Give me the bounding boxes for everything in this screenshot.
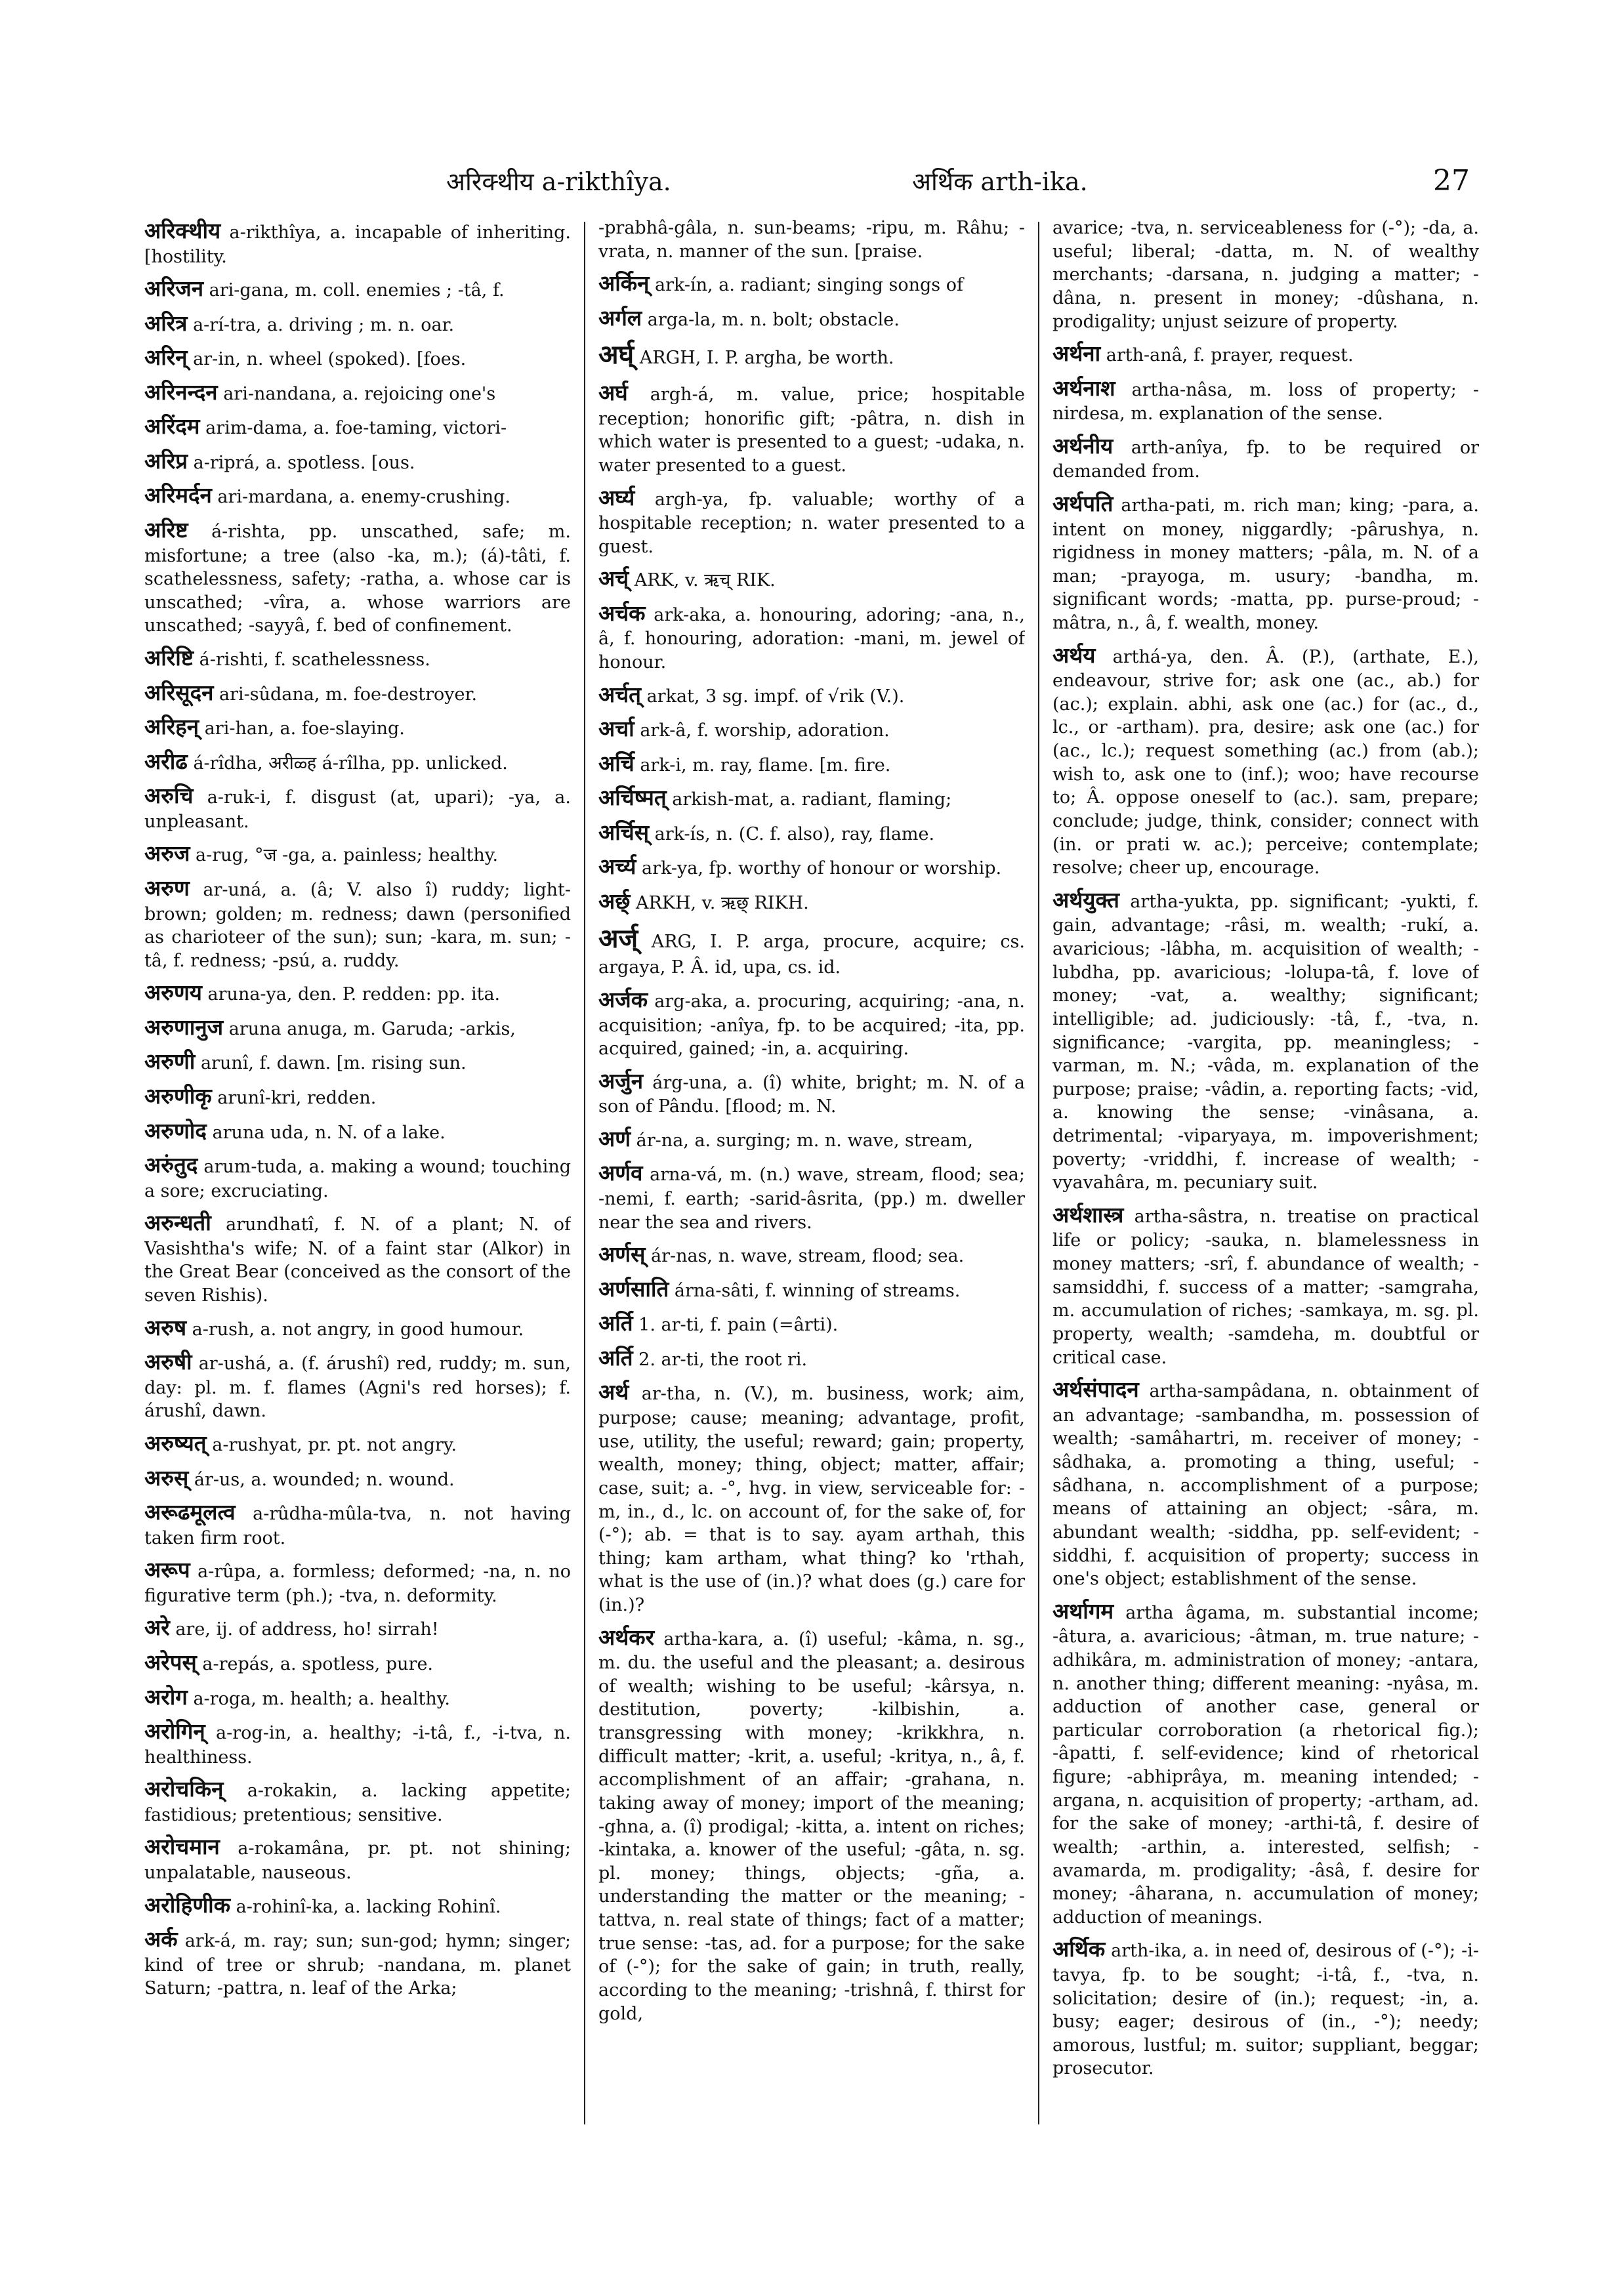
entry-text: artha-pati, m. rich man; king; -para, a. intent on money, niggardly; -pârushya, n. rigidness in money matters; -pâla, m. N. of a man; -prayoga, m. usury; -bandha, m. significant words; -matta, pp. purse-proud; -mâtra, n., â, f. wealth, money. bbox=[1052, 495, 1479, 634]
dictionary-entry bbox=[598, 599, 1025, 674]
dictionary-entry bbox=[598, 1275, 1025, 1304]
dictionary-entry bbox=[1052, 641, 1479, 880]
dictionary-entry bbox=[144, 678, 571, 707]
entry-text: a-rûpa, a. formless; deformed; -na, n. no figurative term (ph.); -tva, n. deformity. bbox=[144, 1561, 571, 1606]
entry-text: artha-yukta, pp. significant; -yukti, f. gain, advantage; -râsi, m. wealth; -rukí, a. avaricious; -lâbha, m. acquisition of wealth; -lubdha, pp. avaricious; -lolupa-tâ, f. love of money; -vat, a. wealthy; significant; intelligible; ad. judiciously: -tâ, f., -tva, n. significance; -vargita, pp. meaningless; -varman, m. N.; -vâda, m. explanation of the purpose; praise; -vâdin, a. reporting facts; -vid, a. knowing the sense; -vinâsana, a. detrimental; -viparyaya, m. impoverishment; poverty; -vriddhi, f. increase of wealth; -vyavahâra, m. pecuniary suit. bbox=[1052, 891, 1479, 1193]
entry-text: á-rishti, f. scathelessness. bbox=[199, 650, 430, 671]
entry-headword: अरिमर्दन bbox=[144, 482, 212, 508]
dictionary-entry bbox=[144, 1683, 571, 1712]
dictionary-entry bbox=[1052, 886, 1479, 1195]
dictionary-entry bbox=[144, 1313, 571, 1342]
entry-headword: अर्थागम bbox=[1052, 1598, 1114, 1624]
dictionary-entry bbox=[144, 1925, 571, 2000]
entry-text: ar-uná, a. (â; V. also î) ruddy; light-brown; golden; m. redness; dawn (personified as charioteer of the sun); sun; -kara, m. sun; -tâ, f. redness; -psú, a. ruddy. bbox=[144, 879, 571, 971]
entry-text: ari-nandana, a. rejoicing one's bbox=[223, 383, 496, 404]
entry-text: ark-ís, n. (C. f. also), ray, flame. bbox=[654, 823, 935, 844]
dictionary-entry bbox=[144, 274, 571, 303]
dictionary-entry bbox=[598, 1623, 1025, 2026]
dictionary-entry bbox=[144, 1348, 571, 1423]
entry-text: a-riprá, a. spotless. [ous. bbox=[193, 452, 415, 473]
entry-headword: अरुणानुज bbox=[144, 1014, 224, 1040]
entry-text: arth-anîya, fp. to be required or demanded from. bbox=[1052, 437, 1479, 482]
entry-headword: अरुज bbox=[144, 840, 190, 867]
dictionary-entry bbox=[598, 922, 1025, 980]
dictionary-entry bbox=[144, 1832, 571, 1884]
dictionary-entry bbox=[1052, 1935, 1479, 2080]
entry-headword: अरुणीकृ bbox=[144, 1083, 212, 1109]
entry-text: a-rushyat, pr. pt. not angry. bbox=[212, 1435, 457, 1456]
dictionary-entry bbox=[598, 1159, 1025, 1234]
dictionary-entry bbox=[598, 852, 1025, 881]
entry-headword: अरुचि bbox=[144, 783, 194, 809]
entry-headword: अरिष्ट bbox=[144, 517, 188, 543]
entry-headword: अर्थ bbox=[598, 1379, 629, 1405]
entry-text: a-rûdha-mûla-tva, n. not having taken firm root. bbox=[144, 1504, 571, 1548]
entry-headword: अर्थशास्त्र bbox=[1052, 1201, 1124, 1228]
dictionary-entry bbox=[144, 978, 571, 1007]
entry-headword: अरे bbox=[144, 1615, 170, 1641]
dictionary-entry bbox=[598, 1067, 1025, 1119]
entry-text: a-rush, a. not angry, in good humour. bbox=[192, 1319, 524, 1340]
running-header bbox=[144, 164, 1470, 203]
dictionary-entry bbox=[598, 818, 1025, 847]
entry-headword: अर्च्य bbox=[598, 854, 636, 880]
dictionary-entry bbox=[598, 564, 1025, 593]
dictionary-entry bbox=[598, 1344, 1025, 1373]
entry-text: aruna uda, n. N. of a lake. bbox=[212, 1122, 446, 1143]
entry-text: ark-â, f. worship, adoration. bbox=[640, 720, 890, 741]
entry-headword: अरेपस् bbox=[144, 1649, 197, 1676]
dictionary-entry bbox=[144, 1047, 571, 1076]
entry-text: ar-ushá, a. (f. árushî) red, ruddy; m. sun, day: pl. m. f. flames (Agni's red horses); f. árushî, dawn. bbox=[144, 1354, 571, 1422]
entry-text: ark-aka, a. honouring, adoring; -ana, n., â, f. honouring, adoration: -mani, m. jewel of honour. bbox=[598, 604, 1025, 673]
entry-text: arna-vá, m. (n.) wave, stream, flood; sea; -nemi, f. earth; -sarid-âsrita, (pp.) m. dweller near the sea and rivers. bbox=[598, 1165, 1025, 1233]
entry-text: a-roga, m. health; a. healthy. bbox=[193, 1688, 451, 1709]
dictionary-entry bbox=[598, 1125, 1025, 1153]
column-3 bbox=[1052, 217, 1479, 2250]
entry-text: ARKH, v. ऋछ् RIKH. bbox=[635, 892, 809, 913]
dictionary-entry bbox=[144, 1648, 571, 1677]
dictionary-entry bbox=[598, 338, 1025, 373]
entry-headword: अर्चिस् bbox=[598, 819, 650, 845]
entry-headword: अर्चक bbox=[598, 600, 646, 626]
entry-text: aruna anuga, m. Garuda; -arkis, bbox=[228, 1018, 516, 1039]
entry-headword: अरिन् bbox=[144, 344, 188, 371]
entry-text: argh-ya, fp. valuable; worthy of a hospitable reception; n. water presented to a guest. bbox=[598, 489, 1025, 557]
dictionary-entry bbox=[1052, 1201, 1479, 1369]
page-number: 27 bbox=[1433, 164, 1470, 197]
dictionary-entry bbox=[144, 874, 571, 972]
entry-text: artha-nâsa, m. loss of property; -nirdesa, m. explanation of the sense. bbox=[1052, 379, 1479, 424]
entry-headword: अर्णसाति bbox=[598, 1275, 669, 1302]
entry-headword: अर्घ् bbox=[598, 339, 635, 371]
entry-headword: अरोहिणीक bbox=[144, 1892, 231, 1918]
entry-text: a-rug, °ज -ga, a. painless; healthy. bbox=[196, 845, 499, 866]
dictionary-entry bbox=[1052, 1597, 1479, 1930]
column-1 bbox=[144, 217, 571, 2250]
entry-text: arunî, f. dawn. [m. rising sun. bbox=[200, 1053, 467, 1074]
entry-headword: अरुंतुद bbox=[144, 1152, 198, 1178]
entry-text: arunî-kri, redden. bbox=[217, 1088, 377, 1109]
entry-text: -prabhâ-gâla, n. sun-beams; -ripu, m. Râhu; -vrata, n. manner of the sun. [praise. bbox=[598, 218, 1025, 262]
entry-headword: अरोग bbox=[144, 1684, 188, 1710]
dictionary-entry bbox=[144, 1151, 571, 1203]
entry-headword: अरुषी bbox=[144, 1349, 192, 1375]
dictionary-entry bbox=[144, 1498, 571, 1550]
entry-headword: अरिनन्दन bbox=[144, 379, 218, 405]
entry-text: arim-dama, a. foe-taming, victori- bbox=[205, 418, 507, 439]
entry-text: ark-ya, fp. worthy of honour or worship. bbox=[642, 858, 1002, 879]
dictionary-entry bbox=[144, 1775, 571, 1827]
entry-headword: अर्ण bbox=[598, 1125, 631, 1151]
dictionary-entry bbox=[598, 269, 1025, 298]
dictionary-entry bbox=[144, 644, 571, 672]
dictionary-entry bbox=[144, 217, 571, 268]
dictionary-entry bbox=[144, 713, 571, 741]
entry-text: a-rí-tra, a. driving ; m. n. oar. bbox=[193, 314, 455, 335]
entry-text: ark-ín, a. radiant; singing songs of bbox=[655, 275, 963, 296]
entry-headword: अर्थनीय bbox=[1052, 432, 1114, 459]
entry-headword: अर्चि bbox=[598, 750, 635, 776]
entry-headword: अरिजन bbox=[144, 276, 204, 302]
entry-text: ár-na, a. surging; m. n. wave, stream, bbox=[636, 1130, 973, 1151]
entry-text: á-rîdha, अरीळ्ह á-rîlha, pp. unlicked. bbox=[193, 753, 508, 774]
dictionary-entry bbox=[598, 304, 1025, 333]
entry-text: arkish-mat, a. radiant, flaming; bbox=[672, 789, 952, 810]
entry-text: artha-sâstra, n. treatise on practical life or policy; -sauka, n. blamelessness in money matters; -srî, f. abundance of wealth; -samsiddhi, f. success of a matter; -samgraha, m. accumulation of riches; -samkaya, m. sg. pl. property, wealth; -samdeha, m. doubtful or critical case. bbox=[1052, 1206, 1479, 1368]
entry-headword: अरिहन् bbox=[144, 714, 199, 740]
entry-text: a-ruk-i, f. disgust (at, upari); -ya, a. unpleasant. bbox=[144, 787, 571, 832]
entry-headword: अर्छ् bbox=[598, 888, 631, 914]
entry-text: argh-á, m. value, price; hospitable reception; honorific gift; -pâtra, n. dish in which water is presented to a guest; -udaka, n. water presented to a guest. bbox=[598, 384, 1025, 476]
entry-text: árg-una, a. (î) white, bright; m. N. of a son of Pându. [flood; m. N. bbox=[598, 1072, 1025, 1117]
entry-headword: अरुस् bbox=[144, 1464, 189, 1491]
entry-text: ark-á, m. ray; sun; sun-god; hymn; singer; kind of tree or shrub; -nandana, m. planet Saturn; -pattra, n. leaf of the Arka; bbox=[144, 1931, 571, 1999]
entry-headword: अर्गल bbox=[598, 304, 642, 331]
dictionary-entry bbox=[144, 516, 571, 638]
entry-headword: अरित्र bbox=[144, 310, 188, 336]
entry-headword: अर्किन् bbox=[598, 270, 650, 297]
entry-text: a-rokamâna, pr. pt. not shining; unpalatable, nauseous. bbox=[144, 1838, 571, 1884]
dictionary-entry bbox=[144, 1429, 571, 1458]
entry-headword: अर्चा bbox=[598, 716, 635, 742]
dictionary-entry bbox=[144, 447, 571, 476]
entry-headword: अर्घ bbox=[598, 380, 628, 406]
dictionary-entry bbox=[144, 309, 571, 338]
entry-text: arth-anâ, f. prayer, request. bbox=[1106, 345, 1354, 366]
entry-headword: अर्ति bbox=[598, 1310, 633, 1336]
dictionary-entry bbox=[144, 781, 571, 833]
dictionary-entry bbox=[598, 749, 1025, 778]
dictionary-entry bbox=[144, 1082, 571, 1111]
entry-headword: अर्चत् bbox=[598, 681, 641, 707]
dictionary-entry bbox=[144, 1013, 571, 1042]
dictionary-entry bbox=[1052, 374, 1479, 426]
dictionary-entry bbox=[598, 1378, 1025, 1617]
dictionary-entry bbox=[1052, 489, 1479, 635]
entry-text: are, ij. of address, ho! sirrah! bbox=[175, 1619, 439, 1640]
dictionary-entry bbox=[1052, 339, 1479, 368]
dictionary-entry bbox=[144, 1556, 571, 1607]
dictionary-entry bbox=[144, 343, 571, 372]
dictionary-entry bbox=[1052, 1375, 1479, 1591]
dictionary-entry bbox=[598, 783, 1025, 812]
entry-headword: अरुणय bbox=[144, 980, 202, 1006]
entry-text: a-repás, a. spotless, pure. bbox=[202, 1654, 434, 1675]
entry-text: artha âgama, m. substantial income; -âtura, a. avaricious; -âtman, m. true nature; -adhikâra, m. administration of money; -antara, n. another thing; different meaning: -nyâsa, m. adduction of another case, general or particular corroboration (a rhetorical fig.); -âpatti, f. self-evidence; kind of rhetorical figure; -abhiprâya, m. meaning intended; -argana, n. acquisition of property; -artham, ad. for the sake of money; -arthi-tâ, f. desire of wealth; -arthin, a. interested, selfish; -avamarda, m. prodigality; -âsâ, f. desire for money; -âharana, n. accumulation of money; adduction of meanings. bbox=[1052, 1602, 1479, 1928]
dictionary-entry bbox=[598, 484, 1025, 559]
entry-text: á-rishta, pp. unscathed, safe; m. misfortune; a tree (also -ka, m.); (á)-tâti, f. scathelessness, safety; -ratha, a. whose car is unscathed; -vîra, a. whose warriors are unscathed; -sayyâ, f. bed of confinement. bbox=[144, 522, 571, 636]
header-left-guideword: अरिक्थीय a-rikthîya. bbox=[446, 167, 671, 196]
entry-text: a-rikthîya, a. incapable of inheriting. [hostility. bbox=[144, 222, 571, 267]
entry-headword: अरोचमान bbox=[144, 1834, 220, 1860]
entry-headword: अर्जुन bbox=[598, 1067, 644, 1094]
entry-headword: अरुणोद bbox=[144, 1117, 207, 1144]
dictionary-entry bbox=[144, 1891, 571, 1920]
entry-headword: अरोचकिन् bbox=[144, 1776, 224, 1802]
entry-headword: अर्चिष्मत् bbox=[598, 785, 667, 811]
entry-columns bbox=[144, 217, 1496, 2250]
entry-text: ari-sûdana, m. foe-destroyer. bbox=[219, 684, 478, 705]
entry-text: arga-la, m. n. bolt; obstacle. bbox=[647, 309, 900, 330]
entry-headword: अर्थकर bbox=[598, 1624, 655, 1650]
entry-text: aruna-ya, den. P. redden: pp. ita. bbox=[207, 984, 501, 1005]
entry-text: ari-han, a. foe-slaying. bbox=[204, 718, 405, 739]
entry-headword: अरिप्र bbox=[144, 447, 188, 474]
entry-text: ár-nas, n. wave, stream, flood; sea. bbox=[650, 1246, 965, 1267]
dictionary-entry bbox=[598, 217, 1025, 263]
column-divider bbox=[1038, 222, 1039, 2124]
entry-headword: अर्णस् bbox=[598, 1241, 646, 1268]
entry-headword: अरूप bbox=[144, 1557, 190, 1583]
entry-headword: अर्क bbox=[144, 1926, 178, 1953]
entry-text: 1. ar-ti, f. pain (=ârti). bbox=[638, 1315, 839, 1336]
entry-text: 2. ar-ti, the root ri. bbox=[638, 1349, 808, 1370]
entry-headword: अर्णव bbox=[598, 1160, 643, 1186]
dictionary-entry bbox=[598, 1309, 1025, 1338]
entry-text: ar-in, n. wheel (spoked). [foes. bbox=[193, 349, 467, 370]
dictionary-entry bbox=[598, 714, 1025, 743]
entry-headword: अर्थसंपादन bbox=[1052, 1376, 1139, 1403]
entry-text: ARG, I. P. arga, procure, acquire; cs. argaya, P. Â. id, upa, cs. id. bbox=[598, 931, 1025, 978]
entry-text: arg-aka, a. procuring, acquiring; -ana, n. acquisition; -anîya, fp. to be acquired; -ita, pp. acquired, gained; -in, a. acquiring. bbox=[598, 991, 1025, 1060]
entry-headword: अर्घ्य bbox=[598, 484, 635, 510]
entry-text: ark-i, m. ray, flame. [m. fire. bbox=[640, 755, 891, 775]
dictionary-entry bbox=[144, 378, 571, 407]
entry-text: arum-tuda, a. making a wound; touching a sore; excruciating. bbox=[144, 1157, 571, 1201]
entry-headword: अरूढमूलत्व bbox=[144, 1499, 236, 1525]
dictionary-entry bbox=[144, 1209, 571, 1307]
dictionary-entry bbox=[1052, 432, 1479, 484]
entry-headword: अरिक्थीय bbox=[144, 218, 221, 243]
entry-text: arundhatî, f. N. of a plant; N. of Vasishtha's wife; N. of a faint star (Alkor) in the Great Bear (conceived as the consort of the seven Rishis). bbox=[144, 1214, 571, 1306]
entry-headword: अरिसूदन bbox=[144, 679, 214, 705]
entry-text: ARGH, I. P. argha, be worth. bbox=[639, 348, 894, 369]
entry-text: ar-tha, n. (V.), m. business, work; aim, purpose; cause; meaning; advantage, profit, use, utility, the useful; reward; gain; property, wealth, money; thing, object; matter, affair; case, suit; a. -°, hvg. in view, serviceable for: -m, in., d., lc. on account of, for the sake of, for (-°); ab. = that is to say. ayam arthah, this thing; kam artham, what thing? ko 'rthah, what is the use of (in.)? what does (g.) care for (in.)? bbox=[598, 1384, 1025, 1615]
entry-headword: अरुण bbox=[144, 875, 190, 901]
entry-text: ARK, v. ऋच् RIK. bbox=[634, 570, 776, 591]
dictionary-entry bbox=[144, 1717, 571, 1769]
entry-text: arthá-ya, den. Â. (P.), (arthate, E.), endeavour, strive for; ask one (ac., ab.) for (ac.); explain. abhi, ask one (ac.) for (ac., d., lc., or -artham). pra, desire; ask one (ac.) for (ac., lc.); request something (ac.) from (ab.); wish to, ask one to (inf.); woo; have recourse to; Â. oppose oneself to (ac.). sam, prepare; conclude; judge, think, consider; connect with (in. or prati w. ac.); perceive; contemplate; resolve; cheer up, encourage. bbox=[1052, 646, 1479, 879]
entry-headword: अरोगिन् bbox=[144, 1718, 205, 1745]
entry-headword: अरिष्टि bbox=[144, 645, 194, 671]
entry-text: ár-us, a. wounded; n. wound. bbox=[194, 1469, 455, 1490]
entry-text: artha-kara, a. (î) useful; -kâma, n. sg., m. du. the useful and the pleasant; a. desirous of wealth; wishing to be useful; -kârsya, n. destitution, poverty; -kilbishin, a. transgressing with money; -krikkhra, n. difficult matter; -krit, a. useful; -kritya, n., â, f. accomplishment of an affair; -grahana, n. taking away of money; import of the meaning; -ghna, a. (î) prodigal; -kitta, a. intent on riches; -kintaka, a. knower of the useful; -gâta, n. sg. pl. money; things, objects; -gña, a. understanding the matter or the meaning; -tattva, n. real state of things; fact of a matter; true sense: -tas, ad. for a purpose; for the sake of (-°); for the sake of gain; in truth, really, according to the meaning; -trishnâ, f. thirst for gold, bbox=[598, 1628, 1025, 2024]
entry-headword: अरिंदम bbox=[144, 413, 200, 440]
dictionary-entry bbox=[144, 1117, 571, 1146]
entry-headword: अर्च् bbox=[598, 566, 629, 592]
entry-headword: अरुणी bbox=[144, 1048, 196, 1075]
header-right-guideword: अर्थिक arth-ika. bbox=[912, 167, 1088, 196]
entry-text: a-rog-in, a. healthy; -i-tâ, f., -i-tva, n. healthiness. bbox=[144, 1723, 571, 1768]
dictionary-entry bbox=[598, 1240, 1025, 1269]
entry-text: artha-sampâdana, n. obtainment of an advantage; -sambandha, m. possession of wealth; -samâhartri, m. receiver of money; -sâdhaka, a. promoting a thing, useful; -sâdhana, n. accomplishment of a purpose; means of attaining an object; -sâra, m. abundant wealth; -siddha, pp. self-evident; -siddhi, f. acquisition of property; success in one's object; establishment of the sense. bbox=[1052, 1381, 1479, 1590]
entry-text: arkat, 3 sg. impf. of √rik (V.). bbox=[646, 686, 905, 707]
entry-headword: अर्ज् bbox=[598, 922, 638, 954]
entry-headword: अर्थना bbox=[1052, 341, 1101, 367]
dictionary-entry bbox=[598, 985, 1025, 1061]
entry-headword: अरुष bbox=[144, 1314, 187, 1340]
entry-text: avarice; -tva, n. serviceableness for (-°); -da, a. useful; liberal; -datta, m. N. of wealthy merchants; -darsana, n. judging a matter; -dâna, n. present in money; -dûshana, n. prodigality; unjust seizure of property. bbox=[1052, 218, 1479, 332]
entry-text: árna-sâti, f. winning of streams. bbox=[674, 1280, 961, 1301]
entry-text: ari-gana, m. coll. enemies ; -tâ, f. bbox=[209, 280, 505, 301]
dictionary-entry bbox=[144, 1464, 571, 1493]
dictionary-entry bbox=[1052, 217, 1479, 333]
entry-headword: अर्जक bbox=[598, 986, 648, 1012]
column-divider bbox=[584, 222, 585, 2124]
dictionary-entry bbox=[144, 481, 571, 510]
entry-headword: अर्थिक bbox=[1052, 1936, 1106, 1962]
dictionary-entry bbox=[144, 1613, 571, 1642]
column-2 bbox=[598, 217, 1025, 2250]
dictionary-entry bbox=[598, 887, 1025, 916]
dictionary-entry bbox=[598, 379, 1025, 477]
entry-headword: अर्थय bbox=[1052, 642, 1096, 668]
entry-headword: अरुष्यत् bbox=[144, 1430, 207, 1457]
dictionary-entry bbox=[144, 839, 571, 868]
entry-headword: अरुन्धती bbox=[144, 1210, 211, 1236]
entry-text: a-rohinî-ka, a. lacking Rohinî. bbox=[236, 1896, 501, 1917]
entry-headword: अर्थनाश bbox=[1052, 375, 1115, 401]
entry-text: a-rokakin, a. lacking appetite; fastidious; pretentious; sensitive. bbox=[144, 1781, 571, 1825]
entry-text: ari-mardana, a. enemy-crushing. bbox=[217, 487, 510, 508]
dictionary-entry bbox=[144, 747, 571, 776]
dictionary-entry bbox=[598, 680, 1025, 709]
entry-headword: अर्थयुक्त bbox=[1052, 886, 1119, 913]
dictionary-entry bbox=[144, 412, 571, 441]
entry-headword: अर्थपति bbox=[1052, 491, 1114, 517]
entry-headword: अरीढ bbox=[144, 748, 188, 774]
entry-headword: अर्ति bbox=[598, 1344, 633, 1371]
entry-text: arth-ika, a. in need of, desirous of (-°); -i-tavya, fp. to be sought; -i-tâ, f., -tva, n. solicitation; desire of (in.); request; -in, a. busy; eager; desirous of (in., -°); needy; amorous, lustful; m. suitor; suppliant, beggar; prosecutor. bbox=[1052, 1941, 1479, 2079]
